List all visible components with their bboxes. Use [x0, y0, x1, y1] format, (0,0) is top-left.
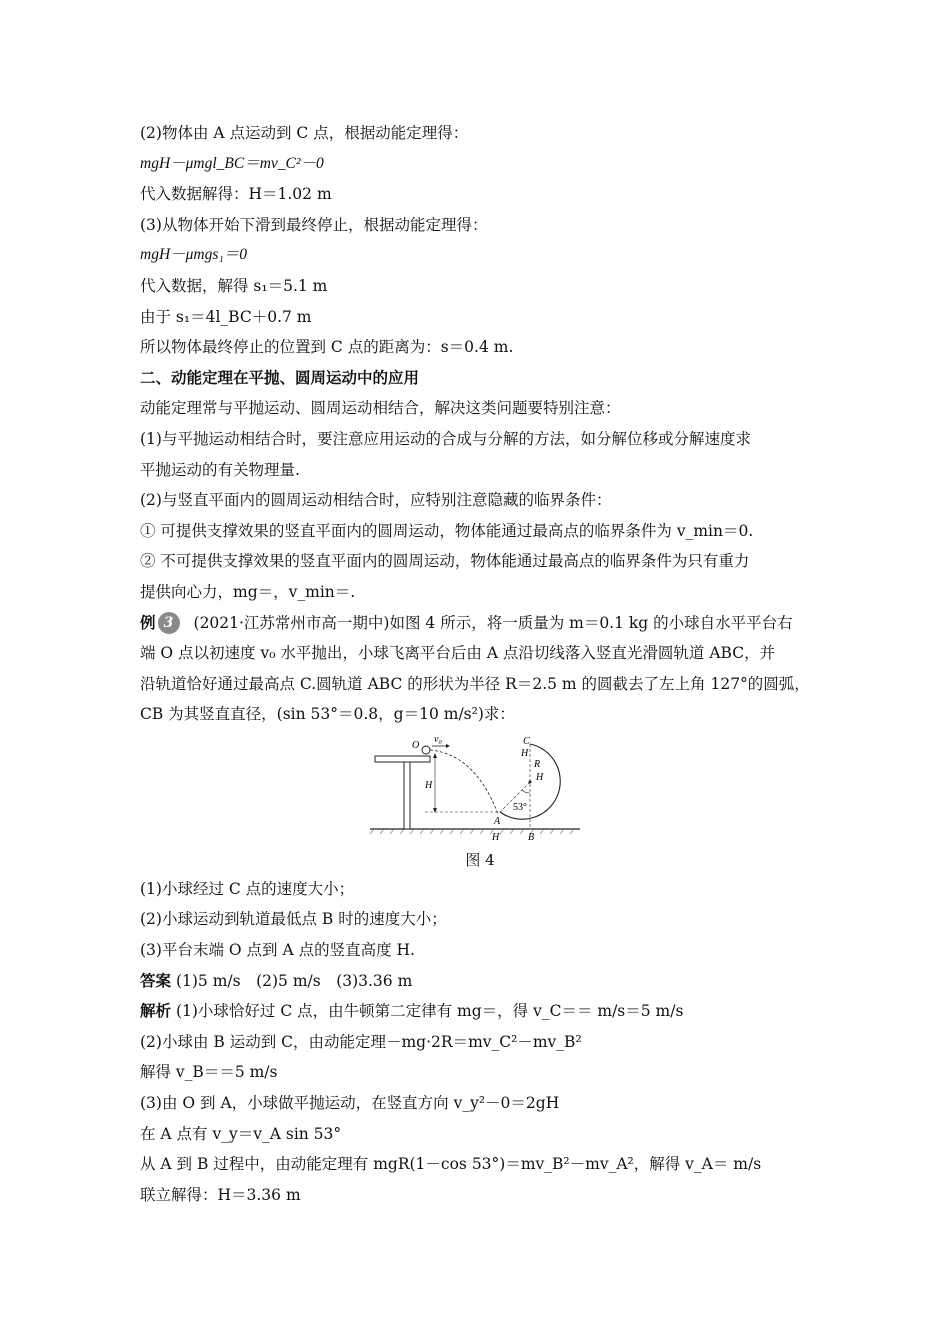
label-H-bottom: H — [492, 831, 500, 843]
section-point1b: 平抛运动的有关物理量. — [140, 460, 300, 479]
part3-result: 代入数据，解得 s₁＝5.1 m — [140, 276, 328, 295]
condition-2a: ② 不可提供支撑效果的竖直平面内的圆周运动，物体能通过最高点的临界条件为只有重力 — [140, 552, 750, 571]
part2-result: 代入数据解得：H＝1.02 m — [140, 185, 332, 204]
part3-line1: (3)从物体开始下滑到最终停止，根据动能定理得： — [140, 215, 488, 234]
label-H-c: H — [521, 747, 529, 759]
analysis-line3: 解得 v_B＝＝5 m/s — [140, 1063, 278, 1082]
part2-equation: mgH－μmgl_BC＝mv_C²－0 — [140, 154, 324, 172]
example-line2: 端 O 点以初速度 v₀ 水平抛出，小球飞离平台后由 A 点沿切线落入竖直光滑圆轨道 ABC，并 — [140, 644, 776, 663]
ball — [422, 746, 430, 754]
analysis-line7: 联立解得：H＝3.36 m — [140, 1185, 301, 1204]
part3-conclusion: 所以物体最终停止的位置到 C 点的距离为：s＝0.4 m. — [140, 338, 514, 357]
analysis-line1 — [140, 996, 820, 1027]
analysis-line4: (3)由 O 到 A，小球做平抛运动，在竖直方向 v_y²－0＝2gH — [140, 1094, 560, 1113]
answer-line — [140, 966, 820, 997]
analysis-line5: 在 A 点有 v_y＝v_A sin 53° — [140, 1124, 342, 1143]
analysis-line6: 从 A 到 B 过程中，由动能定理有 mgR(1－cos 53°)＝mv_B²－mv_A²，解得 v_A＝ m/s — [140, 1155, 762, 1174]
condition-2b: 提供向心力，mg＝，v_min＝. — [140, 582, 356, 601]
example-badge — [140, 608, 180, 639]
question-3: (3)平台末端 O 点到 A 点的竖直高度 H. — [140, 941, 415, 960]
section-intro: 动能定理常与平抛运动、圆周运动相结合，解决这类问题要特别注意： — [140, 399, 621, 418]
section-point1a: (1)与平抛运动相结合时，要注意应用运动的合成与分解的方法，如分解位移或分解速度求 — [140, 429, 751, 448]
label-C: C — [523, 735, 530, 747]
document-page — [140, 118, 820, 1210]
answer-label: 答案 — [140, 970, 172, 990]
projectile-path — [430, 750, 498, 814]
section-point2: (2)与竖直平面内的圆周运动相结合时，应特别注意隐藏的临界条件： — [140, 491, 612, 510]
label-v0: v₀ — [434, 733, 442, 745]
part2-line1: (2)物体由 A 点运动到 C 点，根据动能定理得： — [140, 124, 469, 142]
question-2: (2)小球运动到轨道最低点 B 时的速度大小； — [140, 910, 447, 929]
label-H-r: H — [536, 771, 544, 783]
label-R: R — [534, 758, 541, 770]
label-A: A — [494, 815, 501, 827]
part3-relation: 由于 s₁＝4l_BC＋0.7 m — [140, 307, 312, 326]
label-angle: 53° — [513, 801, 527, 813]
center-point — [529, 780, 532, 783]
platform-top — [375, 756, 430, 762]
condition-1: ① 可提供支撑效果的竖直平面内的圆周运动，物体能通过最高点的临界条件为 v_min＝0. — [140, 521, 754, 540]
example-text1: (2021·江苏常州市高一期中)如图 4 所示，将一质量为 m＝0.1 kg 的小球自水平平台右 — [193, 613, 793, 632]
question-1: (1)小球经过 C 点的速度大小； — [140, 879, 355, 898]
answer-text: (1)5 m/s (2)5 m/s (3)3.36 m — [175, 971, 413, 990]
label-H-left: H — [425, 779, 433, 791]
label-B: B — [528, 831, 535, 843]
figure-caption: 图 4 — [465, 850, 495, 869]
figure-4 — [140, 734, 820, 874]
example-line4: CB 为其竖直直径，(sin 53°＝0.8，g＝10 m/s²)求： — [140, 705, 515, 724]
label-O: O — [412, 739, 420, 751]
track-diagram — [370, 734, 590, 846]
example-label: 例 — [140, 612, 156, 632]
part3-equation: mgH－μmgs₁＝0 — [140, 246, 248, 264]
analysis-text1: (1)小球恰好过 C 点，由牛顿第二定律有 mg＝，得 v_C＝＝ m/s＝5 m/s — [175, 1002, 684, 1021]
example-line3: 沿轨道恰好通过最高点 C.圆轨道 ABC 的形状为半径 R＝2.5 m 的圆截去了左上角 127°的圆弧， — [140, 674, 810, 693]
platform-leg — [404, 762, 410, 829]
analysis-label: 解析 — [140, 1001, 172, 1021]
example-number: 3 — [158, 612, 180, 634]
analysis-line2: (2)小球由 B 运动到 C，由动能定理－mg·2R＝mv_C²－mv_B² — [140, 1032, 582, 1051]
section-heading: 二、动能定理在平抛、圆周运动中的应用 — [140, 367, 420, 387]
ground-hatch — [370, 829, 574, 834]
example-line1 — [140, 608, 820, 639]
